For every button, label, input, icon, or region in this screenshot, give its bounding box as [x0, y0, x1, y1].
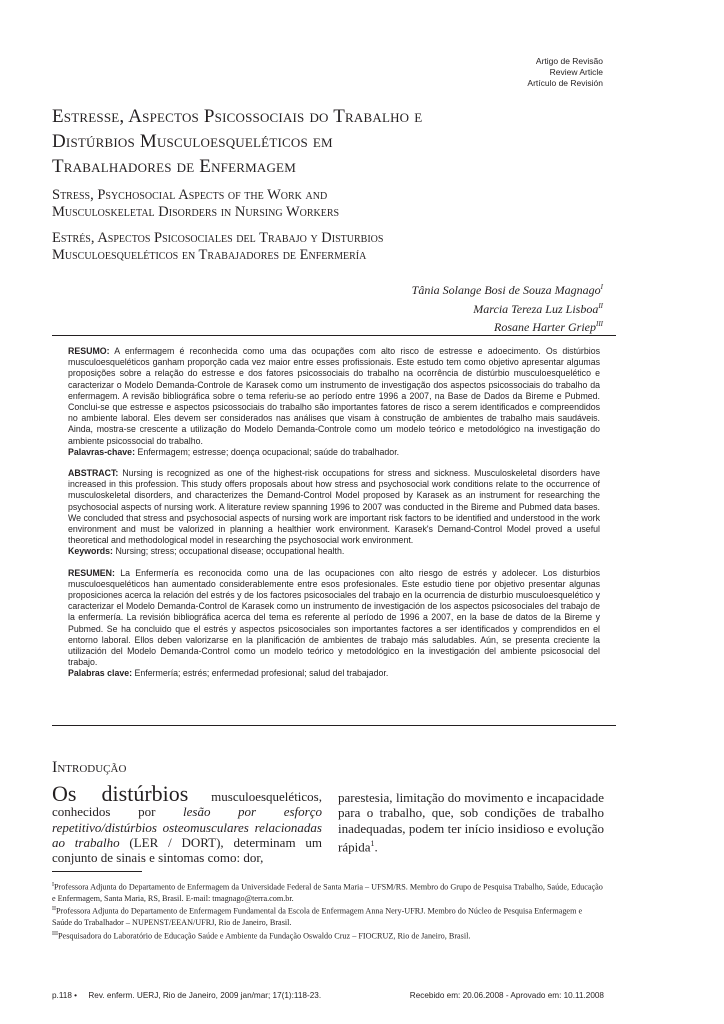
- footnote: $^{II}$Professora Adjunta do Departamento de Enfermagem Fundamental da Escola de Enfermagem Anna Nery-UFRJ. Membro do Núcleo de Pesquisa Enfermagem e Saúde do Trabalhador – NUPENST/EEAN/UFRJ, Rio de Janeiro, Brasil.: [52, 906, 583, 927]
- divider-bottom: [52, 725, 616, 726]
- palavras-text: Enfermagem; estresse; doença ocupacional; saúde do trabalhador.: [137, 446, 400, 457]
- author-list: [412, 280, 603, 336]
- title-pt: [52, 104, 612, 179]
- title-es-line2: Musculoesqueléticos en Trabajadores de Enfermería: [52, 247, 367, 263]
- keywords-label: Keywords:: [68, 546, 113, 557]
- abstract-label: ABSTRACT:: [68, 468, 119, 479]
- citation-line: p.118 • Rev. enferm. UERJ, Rio de Janeiro, 2009 jan/mar; 17(1):118-23.: [52, 991, 322, 1000]
- abstract-text: Nursing is recognized as one of the highest-risk occupations for stress and sickness. Musculoskeletal disorders have increased in this profession. This study offers proposals about how stress and psychosocial work conditions relate to the occurrence of musculoskeletal disorders, and characterizes the Demand-Control Model proposed by Karasek as an instrument for researching the psychosocial aspects of nursing work. A literature review spanning 1996 to 2007 was conducted in the Bireme and Pubmed data bases. We concluded that stress and psychosocial aspects of nursing work are important risk factors to be identified and understood in the work environment and must be valorized in planning a healthier work environment. Karasek's Demand-Control Model proved a useful theoretical and methodological model in researching the psychosocial work environment.: [68, 468, 600, 546]
- author: Rosane Harter Griep$^{III}$: [494, 320, 603, 334]
- abstract-block: [68, 468, 600, 558]
- resumen-label: RESUMEN:: [68, 567, 115, 578]
- palavras-label: Palavras-chave:: [68, 446, 135, 457]
- title-es-line1: Estrés, Aspectos Psicosociales del Trabajo y Disturbios: [52, 230, 384, 246]
- page-footer: [52, 991, 604, 1000]
- footnote-rule: [52, 871, 142, 872]
- title-pt-line3: Trabalhadores de Enfermagem: [52, 156, 296, 177]
- title-en: [52, 187, 612, 221]
- footnotes: [52, 880, 604, 942]
- keywords-text: Nursing; stress; occupational disease; occupational health.: [115, 546, 345, 557]
- palabras-label: Palabras clave:: [68, 668, 133, 679]
- intro-column-2: parestesia, limitação do movimento e incapacidade para o trabalho, que, sob condições de trabalho inadequadas, podem ter início insidioso e evolução rápida$^1$.: [338, 790, 604, 855]
- divider-top: [52, 335, 616, 336]
- abstracts: [68, 346, 600, 690]
- article-type-pt: Artigo de Revisão: [535, 56, 603, 66]
- title-en-line1: Stress, Psychosocial Aspects of the Work and: [52, 187, 328, 203]
- article-type: [527, 56, 603, 89]
- author: Tânia Solange Bosi de Souza Magnago$^I$: [411, 283, 603, 297]
- palabras-text: Enfermería; estrés; enfermedad profesional; salud del trabajador.: [134, 668, 389, 679]
- article-type-es: Artículo de Revisión: [527, 78, 603, 88]
- footnote: $^{III}$Pesquisadora do Laboratório de Educação Saúde e Ambiente da Fundação Oswaldo Cruz – FIOCRUZ, Rio de Janeiro, Brasil.: [52, 930, 471, 941]
- title-pt-line2: Distúrbios Musculoesqueléticos em: [52, 131, 333, 152]
- section-heading: Introdução: [52, 759, 127, 776]
- resumo-block: [68, 346, 600, 458]
- intro-column-1: Os distúrbios musculoesqueléticos, conhecidos por lesão por esforço repetitivo/distúrbios osteomusculares relacionadas ao trabalho (LER / DORT), determinam um conjunto de sinais e sintomas como: dor,: [52, 781, 322, 866]
- resumen-block: [68, 568, 600, 680]
- title-en-line2: Musculoskeletal Disorders in Nursing Workers: [52, 204, 340, 220]
- footnote: $^I$Professora Adjunta do Departamento de Enfermagem da Universidade Federal de Santa Maria – UFSM/RS. Membro do Grupo de Pesquisa Trabalho, Saúde, Educação e Enfermagem, Santa Maria, RS, Brasil. E-mail: tmagnago@terra.com.br.: [52, 882, 603, 903]
- article-type-en: Review Article: [549, 67, 603, 77]
- titles: [52, 104, 612, 264]
- title-pt-line1: Estresse, Aspectos Psicossociais do Trabalho e: [52, 106, 423, 127]
- dropcap: Os distúrbios: [52, 781, 189, 806]
- resumo-text: A enfermagem é reconhecida como uma das ocupações com alto risco de estresse e adoecimento. Os distúrbios musculoesqueléticos ganham proporção cada vez maior entre esses profissionais. Este estudo tem como objetivo apresentar algumas proposições sobre a relação do estresse e dos fatores psicossociais do trabalho na ocorrência de distúrbio musculoesquelético e caracterizar o Modelo Demanda-Controle de Karasek como um instrumento de investigação dos aspectos psicossociais do trabalho da enfermagem. A revisão bibliográfica sobre o tema referiu-se ao período entre 1996 a 2007, na Base de Dados da Bireme e Pubmed. Conclui-se que estresse e aspectos psicossociais do trabalho são importantes fatores de risco a serem identificados e compreendidos no ambiente laboral. Eles devem ser considerados nas análises que visam à construção de ambientes de trabalho mais saudáveis. Ainda, mostra-se crescente a utilização do Modelo Demanda-Controle como um modelo teórico e metodológico na investigação do ambiente psicossocial do trabalho.: [68, 346, 600, 446]
- author: Marcia Tereza Luz Lisboa$^{II}$: [473, 301, 603, 316]
- italic-term: lesão por esforço repetitivo/distúrbios osteomusculares relacionadas ao trabalho: [52, 804, 322, 850]
- resumen-text: La Enfermería es reconocida como una de las ocupaciones con alto riesgo de estrés y adolecer. Los disturbios musculoesqueléticos han aumentado considerablemente entre esos profesionales. Este estudio tiene por objetivo presentar algunas proposiciones acerca la relación del estrés y de los factores psicosociales del trabajo en la ocurrencia de disturbio musculoesquelético y caracterizar el Modelo Demanda-Control de Karasek como un instrumento de investigación de los aspectos psicosociales del trabajo de la enfermería. La revisión bibliográfica acerca del tema es referente al período de 1996 a 2007, en la base de datos de la Bireme y Pubmed. Se ha concluido que el estrés y aspectos psicosociales son importantes factores a ser identificados y comprendidos en el entorno laboral. Ellos deben valorizarse en la planificación de ambientes de trabajo más saludables. Aún, se presenta creciente la utilización del Modelo Demanda-Control como un modelo teórico y metodológico en la investigación del ambiente psicosocial del trabajo.: [68, 567, 600, 668]
- resumo-label: RESUMO:: [68, 346, 110, 356]
- dates-line: Recebido em: 20.06.2008 - Aprovado em: 10.11.2008: [409, 991, 604, 1000]
- citation: 1: [370, 838, 375, 848]
- title-es: [52, 230, 612, 264]
